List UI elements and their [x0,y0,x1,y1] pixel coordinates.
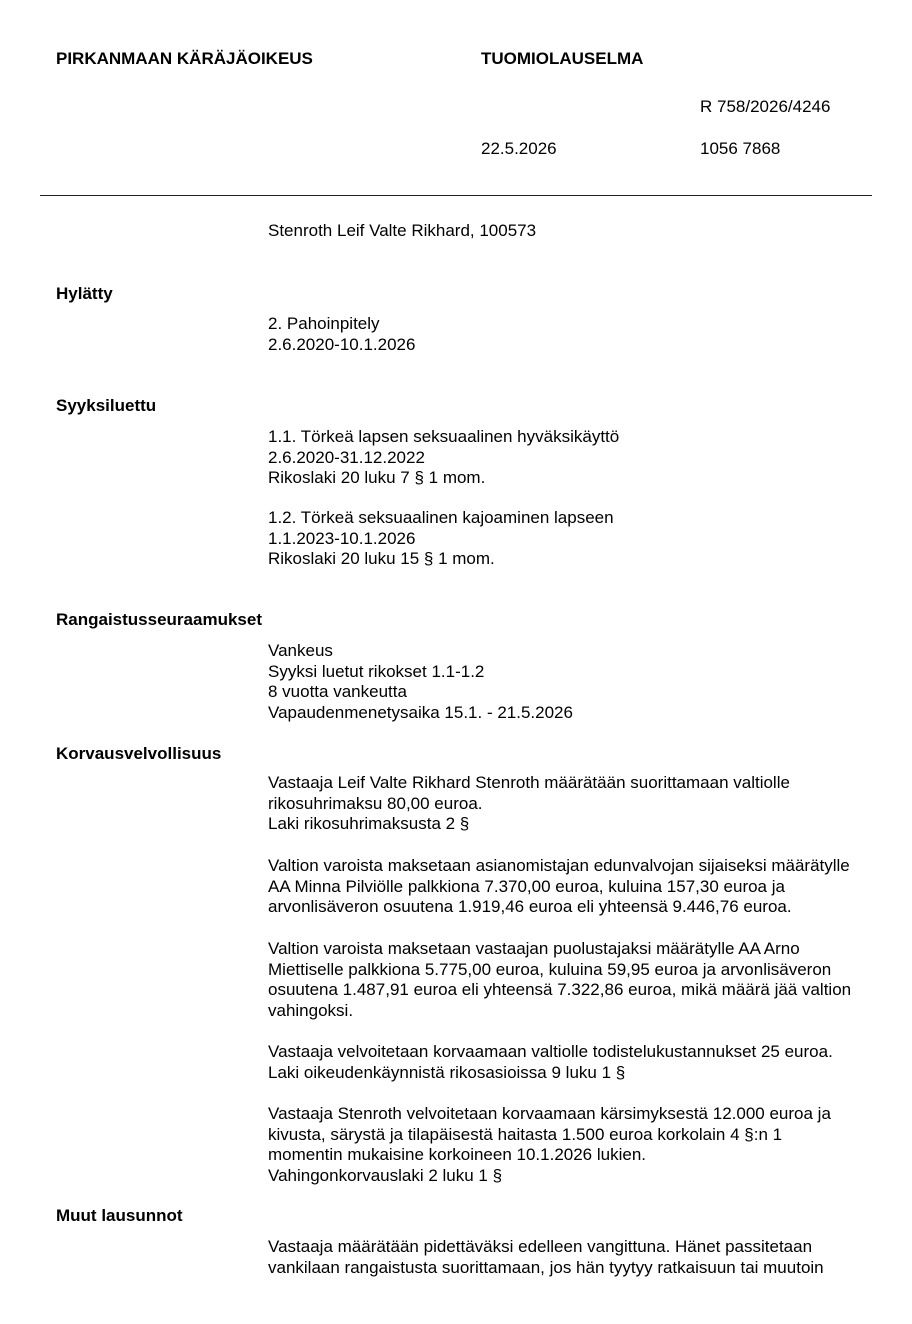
text-line: Syyksi luetut rikokset 1.1-1.2 [268,661,485,681]
text-line: Rikoslaki 20 luku 7 § 1 mom. [268,468,486,488]
text-line: arvonlisäveron osuutena 1.919,46 euroa eli yhteensä 9.446,76 euroa. [268,897,792,917]
liability-paragraph-2 [268,856,898,918]
text-line: Vastaaja Leif Valte Rikhard Stenroth määrätään suorittamaan valtiolle [268,773,790,792]
document-number: 1056 7868 [700,139,781,158]
text-line: Miettiselle palkkiona 5.775,00 euroa, kuluina 59,95 euroa ja arvonlisäveron [268,959,832,979]
liability-paragraph-1 [268,773,898,835]
section-heading-sanctions: Rangaistusseuraamukset [56,610,262,629]
text-line: vankilaan rangaistusta suorittamaan, jos hän tyytyy ratkaisuun tai muutoin [268,1257,824,1277]
text-line: Vankeus [268,641,333,660]
liability-paragraph-4 [268,1042,898,1083]
text-line: Laki rikosuhrimaksusta 2 § [268,814,470,834]
text-line: 8 vuotta vankeutta [268,682,407,702]
text-line: Valtion varoista maksetaan vastaajan puolustajaksi määrätylle AA Arno [268,939,800,958]
case-number: R 758/2026/4246 [700,97,831,116]
text-line: 2.6.2020-31.12.2022 [268,447,425,467]
text-line: osuutena 1.487,91 euroa eli yhteensä 7.322,86 euroa, mikä määrä jää valtion [268,980,852,1000]
convicted-charge-1 [268,427,898,489]
section-heading-other: Muut lausunnot [56,1206,183,1225]
text-line: Vapaudenmenetysaika 15.1. - 21.5.2026 [268,702,573,722]
text-line: kivusta, särystä ja tilapäisestä haitasta 1.500 euroa korkolain 4 §:n 1 [268,1124,783,1144]
defendant-name: Stenroth Leif Valte Rikhard, 100573 [268,221,537,240]
text-line: rikosuhrimaksu 80,00 euroa. [268,793,483,813]
section-heading-dismissed: Hylätty [56,284,113,303]
court-name: PIRKANMAAN KÄRÄJÄOIKEUS [56,49,313,68]
text-line: Rikoslaki 20 luku 15 § 1 mom. [268,549,495,569]
text-line: Valtion varoista maksetaan asianomistajan edunvalvojan sijaiseksi määrätylle [268,856,850,875]
liability-paragraph-5 [268,1104,898,1186]
text-line: Vastaaja Stenroth velvoitetaan korvaamaan kärsimyksestä 12.000 euroa ja [268,1104,831,1123]
decision-date: 22.5.2026 [481,139,557,158]
text-line: Vastaaja velvoitetaan korvaamaan valtiolle todistelukustannukset 25 euroa. [268,1042,833,1061]
section-heading-convicted: Syyksiluettu [56,396,157,415]
dismissed-charge [268,314,898,355]
text-line: 1.1.2023-10.1.2026 [268,528,416,548]
text-line: momentin mukaisine korkoineen 10.1.2026 lukien. [268,1145,647,1165]
header-divider [40,195,872,196]
text-line: vahingoksi. [268,1000,354,1020]
text-line: 1.2. Törkeä seksuaalinen kajoaminen lapseen [268,508,614,527]
other-statements [268,1237,898,1278]
text-line: Vastaaja määrätään pidettäväksi edelleen vangittuna. Hänet passitetaan [268,1237,813,1256]
document-type: TUOMIOLAUSELMA [481,49,644,68]
text-line: AA Minna Pilviölle palkkiona 7.370,00 euroa, kuluina 157,30 euroa ja [268,876,785,896]
text-line: 1.1. Törkeä lapsen seksuaalinen hyväksikäyttö [268,427,620,446]
section-heading-liability: Korvausvelvollisuus [56,744,222,763]
convicted-charge-2 [268,508,898,570]
text-line: 2. Pahoinpitely [268,314,380,333]
text-line: Vahingonkorvauslaki 2 luku 1 § [268,1165,503,1185]
sanctions-block [268,641,898,723]
text-line: 2.6.2020-10.1.2026 [268,334,416,354]
text-line: Laki oikeudenkäynnistä rikosasioissa 9 luku 1 § [268,1062,626,1082]
liability-paragraph-3 [268,939,898,1021]
